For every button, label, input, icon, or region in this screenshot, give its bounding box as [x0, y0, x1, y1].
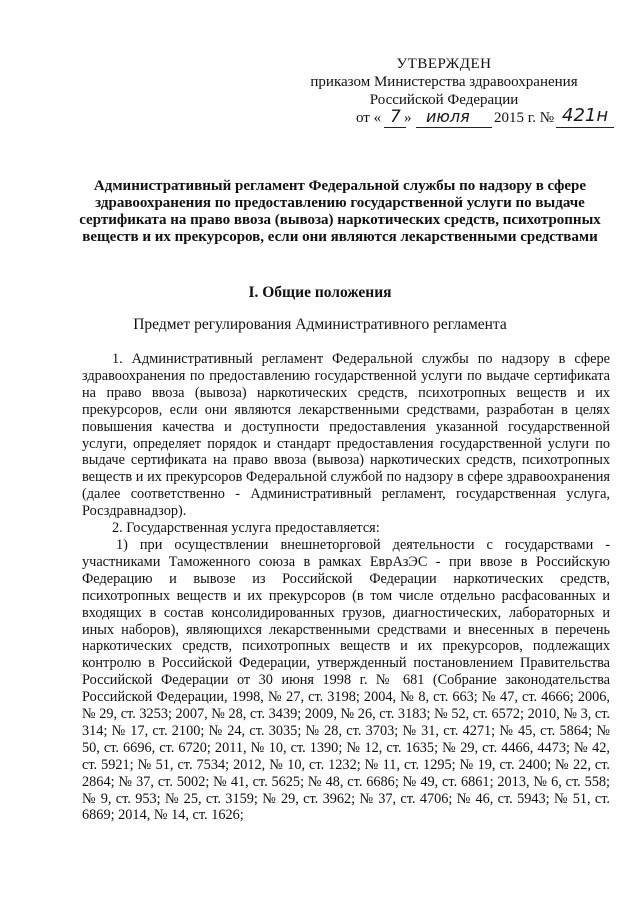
document-title: Административный регламент Федеральной службы по надзору в сфере здравоохранения по предоставлению государственной услуги по выдаче сертификата на право ввоза (вывоза) наркотических средств, психотропных веществ и их прекурсоров, если они являются лекарственными средствами — [79, 178, 601, 245]
approval-block — [279, 55, 609, 109]
order-month: июля — [426, 107, 470, 126]
day-underline — [384, 127, 406, 128]
approval-issuer-line: приказом Министерства здравоохранения — [310, 74, 578, 90]
paragraph-1: 1. Административный регламент Федеральной службы по надзору в сфере здравоохранения по предоставлению государственной услуги по выдаче сертификата на право ввоза (вывоза) наркотических средств, психотропных веществ и их прекурсоров, если они являются лекарственными средствами, разработан в целях повышения качества и доступности предоставления указанной государственной услуги, определяет порядок и стандарт предоставления государственной услуги по выдаче сертификата на право ввоза (вывоза) наркотических средств, психотропных веществ и их прекурсоров Федеральной службой по надзору в сфере здравоохранения (далее соответственно - Административный регламент, государственная услуга, Росздравнадзор). — [82, 351, 610, 520]
order-prefix: от « — [356, 110, 382, 126]
approval-country-line: Российской Федерации — [369, 92, 519, 108]
paragraph-2: 2. Государственная услуга предоставляется: — [112, 520, 380, 537]
order-date-line — [356, 107, 616, 129]
subsection-heading: Предмет регулирования Административного регламента — [133, 316, 507, 333]
number-underline — [556, 127, 614, 128]
order-day: 7 — [390, 107, 401, 127]
section-heading: I. Общие положения — [248, 284, 392, 301]
body-text — [82, 351, 610, 824]
month-underline — [416, 127, 492, 128]
order-year: 2015 г. № — [494, 110, 555, 126]
order-mid: » — [404, 110, 412, 126]
approval-title: УТВЕРЖДЕН — [396, 56, 492, 72]
order-number: 421н — [562, 105, 609, 126]
paragraph-3: 1) при осуществлении внешнеторговой деятельности с государствами - участниками Таможенного союза в рамках ЕврАзЭС - при ввозе в Российскую Федерацию и вывозе из Российской Федерации наркотических средств, психотропных веществ и их прекурсоров (в том числе отдельно расфасованных и входящих в состав консолидированных грузов, диагностических, лабораторных и иных наборов), являющихся лекарственными средствами и внесенных в перечень наркотических средств, психотропных веществ и их прекурсоров, подлежащих контролю в Российской Федерации, утвержденный постановлением Правительства Российской Федерации от 30 июня 1998 г. № 681 (Собрание законодательства Российской Федерации, 1998, № 27, ст. 3198; 2004, № 8, ст. 663; № 47, ст. 4666; 2006, № 29, ст. 3253; 2007, № 28, ст. 3439; 2009, № 26, ст. 3183; № 52, ст. 6572; 2010, № 3, ст. 314; № 17, ст. 2100; № 24, ст. 3035; № 28, ст. 3703; № 31, ст. 4271; № 45, ст. 5864; № 50, ст. 6696, ст. 6720; 2011, № 10, ст. 1390; № 12, ст. 1635; № 29, ст. 4466, 4473; № 42, ст. 5921; № 51, ст. 7534; 2012, № 10, ст. 1232; № 11, ст. 1295; № 19, ст. 2400; № 22, ст. 2864; № 37, ст. 5002; № 41, ст. 5625; № 48, ст. 6686; № 49, ст. 6861; 2013, № 6, ст. 558; № 9, ст. 953; № 25, ст. 3159; № 29, ст. 3962; № 37, ст. 4706; № 46, ст. 5943; № 51, ст. 6869; 2014, № 14, ст. 1626; — [82, 536, 610, 824]
